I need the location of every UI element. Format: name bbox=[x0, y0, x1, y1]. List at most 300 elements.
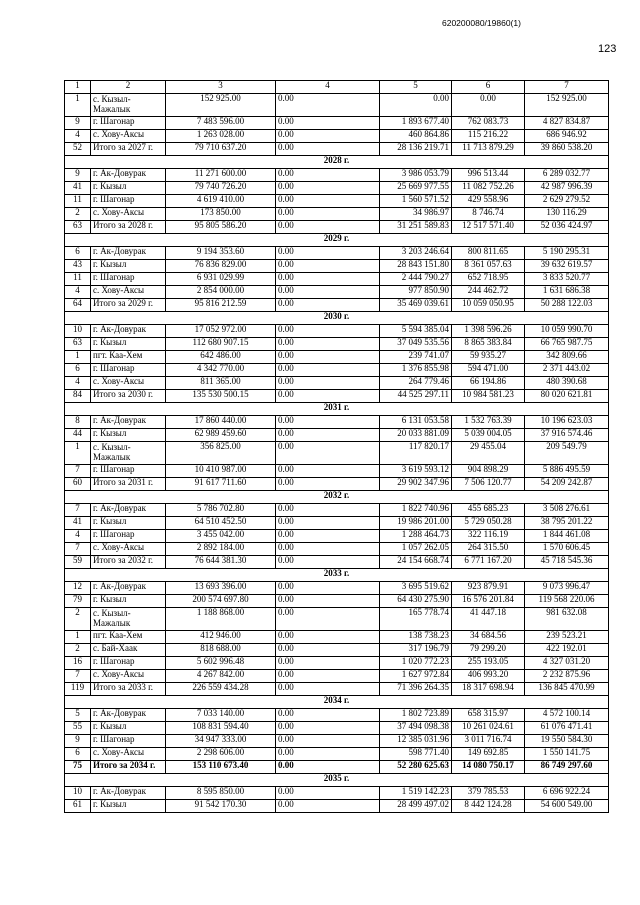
total-row bbox=[65, 390, 609, 403]
row-count-cell: 16 bbox=[65, 657, 91, 670]
local-funds-cell: 322 116.19 bbox=[452, 530, 525, 543]
municipality-cell: пгт. Каа-Хем bbox=[91, 351, 166, 364]
municipality-cell: г. Кызыл bbox=[91, 338, 166, 351]
other-funds-cell: 42 987 996.39 bbox=[525, 182, 609, 195]
federal-funds-cell: 0.00 bbox=[276, 465, 380, 478]
other-funds-cell: 6 696 922.24 bbox=[525, 787, 609, 800]
year-label: 2035 г. bbox=[65, 774, 609, 787]
municipality-cell: г. Шагонар bbox=[91, 530, 166, 543]
other-funds-cell: 54 209 242.87 bbox=[525, 478, 609, 491]
regional-funds-cell: 34 986.97 bbox=[380, 208, 452, 221]
regional-funds-cell: 1 020 772.23 bbox=[380, 657, 452, 670]
table-row bbox=[65, 595, 609, 608]
total-cost-cell: 7 033 140.00 bbox=[166, 709, 276, 722]
federal-funds-cell: 0.00 bbox=[276, 709, 380, 722]
municipality-cell: г. Кызыл bbox=[91, 182, 166, 195]
local-funds-cell: 11 713 879.29 bbox=[452, 143, 525, 156]
regional-funds-cell: 28 843 151.80 bbox=[380, 260, 452, 273]
municipality-cell: г. Кызыл bbox=[91, 517, 166, 530]
other-funds-cell: 45 718 545.36 bbox=[525, 556, 609, 569]
total-cost-cell: 818 688.00 bbox=[166, 644, 276, 657]
column-number-4: 4 bbox=[276, 81, 380, 94]
row-count-cell: 63 bbox=[65, 338, 91, 351]
regional-funds-cell: 117 820.17 bbox=[380, 442, 452, 465]
local-funds-cell: 255 193.05 bbox=[452, 657, 525, 670]
other-funds-cell: 152 925.00 bbox=[525, 94, 609, 117]
federal-funds-cell: 0.00 bbox=[276, 748, 380, 761]
local-funds-cell: 41 447.18 bbox=[452, 608, 525, 631]
year-header-row bbox=[65, 403, 609, 416]
row-count-cell: 63 bbox=[65, 221, 91, 234]
federal-funds-cell: 0.00 bbox=[276, 670, 380, 683]
federal-funds-cell: 0.00 bbox=[276, 169, 380, 182]
other-funds-cell: 342 809.66 bbox=[525, 351, 609, 364]
federal-funds-cell: 0.00 bbox=[276, 530, 380, 543]
total-cost-cell: 2 854 000.00 bbox=[166, 286, 276, 299]
row-count-cell: 10 bbox=[65, 325, 91, 338]
row-count-cell: 4 bbox=[65, 377, 91, 390]
total-row bbox=[65, 143, 609, 156]
municipality-cell: с. Кызыл-Мажалык bbox=[91, 442, 166, 465]
federal-funds-cell: 0.00 bbox=[276, 429, 380, 442]
year-label: 2033 г. bbox=[65, 569, 609, 582]
table-row bbox=[65, 182, 609, 195]
table-row bbox=[65, 429, 609, 442]
total-cost-cell: 2 892 184.00 bbox=[166, 543, 276, 556]
federal-funds-cell: 0.00 bbox=[276, 286, 380, 299]
column-number-3: 3 bbox=[166, 81, 276, 94]
federal-funds-cell: 0.00 bbox=[276, 478, 380, 491]
table-row bbox=[65, 644, 609, 657]
municipality-cell: г. Шагонар bbox=[91, 273, 166, 286]
regional-funds-cell: 3 203 246.64 bbox=[380, 247, 452, 260]
row-count-cell: 9 bbox=[65, 117, 91, 130]
row-count-cell: 4 bbox=[65, 286, 91, 299]
municipality-cell: г. Кызыл bbox=[91, 595, 166, 608]
regional-funds-cell: 0.00 bbox=[380, 94, 452, 117]
federal-funds-cell: 0.00 bbox=[276, 556, 380, 569]
total-cost-cell: 79 740 726.20 bbox=[166, 182, 276, 195]
federal-funds-cell: 0.00 bbox=[276, 143, 380, 156]
municipality-cell: пгт. Каа-Хем bbox=[91, 631, 166, 644]
local-funds-cell: 29 455.04 bbox=[452, 442, 525, 465]
federal-funds-cell: 0.00 bbox=[276, 338, 380, 351]
total-cost-cell: 11 271 600.00 bbox=[166, 169, 276, 182]
local-funds-cell: 762 083.73 bbox=[452, 117, 525, 130]
federal-funds-cell: 0.00 bbox=[276, 761, 380, 774]
regional-funds-cell: 52 280 625.63 bbox=[380, 761, 452, 774]
total-cost-cell: 62 989 459.60 bbox=[166, 429, 276, 442]
table-row bbox=[65, 748, 609, 761]
row-count-cell: 119 bbox=[65, 683, 91, 696]
row-count-cell: 4 bbox=[65, 530, 91, 543]
other-funds-cell: 1 550 141.75 bbox=[525, 748, 609, 761]
municipality-cell: с. Хову-Аксы bbox=[91, 286, 166, 299]
other-funds-cell: 4 572 100.14 bbox=[525, 709, 609, 722]
regional-funds-cell: 3 619 593.12 bbox=[380, 465, 452, 478]
year-label: 2030 г. bbox=[65, 312, 609, 325]
federal-funds-cell: 0.00 bbox=[276, 94, 380, 117]
regional-funds-cell: 1 802 723.89 bbox=[380, 709, 452, 722]
total-row bbox=[65, 761, 609, 774]
page-number: 123 bbox=[598, 43, 617, 55]
other-funds-cell: 66 765 987.75 bbox=[525, 338, 609, 351]
other-funds-cell: 9 073 996.47 bbox=[525, 582, 609, 595]
local-funds-cell: 59 935.27 bbox=[452, 351, 525, 364]
local-funds-cell: 264 315.50 bbox=[452, 543, 525, 556]
other-funds-cell: 61 076 471.41 bbox=[525, 722, 609, 735]
year-header-row bbox=[65, 491, 609, 504]
column-number-2: 2 bbox=[91, 81, 166, 94]
municipality-cell: г. Шагонар bbox=[91, 117, 166, 130]
municipality-cell: г. Шагонар bbox=[91, 195, 166, 208]
other-funds-cell: 1 844 461.08 bbox=[525, 530, 609, 543]
table-row bbox=[65, 608, 609, 631]
municipality-cell: г. Ак-Довурак bbox=[91, 416, 166, 429]
total-cost-cell: 1 263 028.00 bbox=[166, 130, 276, 143]
table-row bbox=[65, 364, 609, 377]
table-row bbox=[65, 582, 609, 595]
total-cost-cell: 4 619 410.00 bbox=[166, 195, 276, 208]
row-count-cell: 8 bbox=[65, 416, 91, 429]
row-count-cell: 79 bbox=[65, 595, 91, 608]
total-cost-cell: 108 831 594.40 bbox=[166, 722, 276, 735]
local-funds-cell: 996 513.44 bbox=[452, 169, 525, 182]
column-number-5: 5 bbox=[380, 81, 452, 94]
row-count-cell: 43 bbox=[65, 260, 91, 273]
municipality-cell: г. Ак-Довурак bbox=[91, 787, 166, 800]
municipality-cell: г. Шагонар bbox=[91, 657, 166, 670]
local-funds-cell: 652 718.95 bbox=[452, 273, 525, 286]
table-row bbox=[65, 130, 609, 143]
total-cost-cell: 1 188 868.00 bbox=[166, 608, 276, 631]
municipality-cell: г. Кызыл bbox=[91, 429, 166, 442]
federal-funds-cell: 0.00 bbox=[276, 182, 380, 195]
regional-funds-cell: 12 385 031.96 bbox=[380, 735, 452, 748]
total-cost-cell: 5 602 996.48 bbox=[166, 657, 276, 670]
federal-funds-cell: 0.00 bbox=[276, 299, 380, 312]
other-funds-cell: 4 327 031.20 bbox=[525, 657, 609, 670]
federal-funds-cell: 0.00 bbox=[276, 351, 380, 364]
total-cost-cell: 642 486.00 bbox=[166, 351, 276, 364]
local-funds-cell: 923 879.91 bbox=[452, 582, 525, 595]
local-funds-cell: 8 442 124.28 bbox=[452, 800, 525, 813]
year-label: 2032 г. bbox=[65, 491, 609, 504]
local-funds-cell: 10 984 581.23 bbox=[452, 390, 525, 403]
table-row bbox=[65, 735, 609, 748]
municipality-cell: с. Бай-Хаак bbox=[91, 644, 166, 657]
regional-funds-cell: 35 469 039.61 bbox=[380, 299, 452, 312]
local-funds-cell: 8 361 057.63 bbox=[452, 260, 525, 273]
year-header-row bbox=[65, 234, 609, 247]
federal-funds-cell: 0.00 bbox=[276, 608, 380, 631]
year-header-row bbox=[65, 696, 609, 709]
other-funds-cell: 38 795 201.22 bbox=[525, 517, 609, 530]
total-cost-cell: 4 267 842.00 bbox=[166, 670, 276, 683]
row-count-cell: 4 bbox=[65, 130, 91, 143]
other-funds-cell: 50 288 122.03 bbox=[525, 299, 609, 312]
regional-funds-cell: 239 741.07 bbox=[380, 351, 452, 364]
row-count-cell: 9 bbox=[65, 169, 91, 182]
regional-funds-cell: 31 251 589.83 bbox=[380, 221, 452, 234]
regional-funds-cell: 3 986 053.79 bbox=[380, 169, 452, 182]
total-cost-cell: 79 710 637.20 bbox=[166, 143, 276, 156]
municipality-cell: с. Кызыл-Мажалык bbox=[91, 94, 166, 117]
other-funds-cell: 239 523.21 bbox=[525, 631, 609, 644]
other-funds-cell: 2 371 443.02 bbox=[525, 364, 609, 377]
total-row bbox=[65, 221, 609, 234]
municipality-cell: г. Кызыл bbox=[91, 260, 166, 273]
regional-funds-cell: 1 519 142.23 bbox=[380, 787, 452, 800]
table-row bbox=[65, 800, 609, 813]
total-cost-cell: 64 510 452.50 bbox=[166, 517, 276, 530]
federal-funds-cell: 0.00 bbox=[276, 260, 380, 273]
regional-funds-cell: 2 444 790.27 bbox=[380, 273, 452, 286]
local-funds-cell: 5 039 004.05 bbox=[452, 429, 525, 442]
municipality-cell: Итого за 2031 г. bbox=[91, 478, 166, 491]
column-number-7: 7 bbox=[525, 81, 609, 94]
municipality-cell: Итого за 2027 г. bbox=[91, 143, 166, 156]
municipality-cell: г. Ак-Довурак bbox=[91, 247, 166, 260]
other-funds-cell: 480 390.68 bbox=[525, 377, 609, 390]
local-funds-cell: 379 785.53 bbox=[452, 787, 525, 800]
year-label: 2031 г. bbox=[65, 403, 609, 416]
federal-funds-cell: 0.00 bbox=[276, 800, 380, 813]
municipality-cell: г. Ак-Довурак bbox=[91, 325, 166, 338]
federal-funds-cell: 0.00 bbox=[276, 208, 380, 221]
local-funds-cell: 3 011 716.74 bbox=[452, 735, 525, 748]
municipality-cell: Итого за 2029 г. bbox=[91, 299, 166, 312]
other-funds-cell: 19 550 584.30 bbox=[525, 735, 609, 748]
local-funds-cell: 800 811.65 bbox=[452, 247, 525, 260]
local-funds-cell: 904 898.29 bbox=[452, 465, 525, 478]
regional-funds-cell: 37 494 098.38 bbox=[380, 722, 452, 735]
municipality-cell: г. Ак-Довурак bbox=[91, 709, 166, 722]
regional-funds-cell: 1 822 740.96 bbox=[380, 504, 452, 517]
federal-funds-cell: 0.00 bbox=[276, 273, 380, 286]
other-funds-cell: 3 833 520.77 bbox=[525, 273, 609, 286]
total-cost-cell: 3 455 042.00 bbox=[166, 530, 276, 543]
regional-funds-cell: 25 669 977.55 bbox=[380, 182, 452, 195]
local-funds-cell: 10 059 050.95 bbox=[452, 299, 525, 312]
row-count-cell: 7 bbox=[65, 543, 91, 556]
total-cost-cell: 153 110 673.40 bbox=[166, 761, 276, 774]
total-cost-cell: 95 816 212.59 bbox=[166, 299, 276, 312]
local-funds-cell: 149 692.85 bbox=[452, 748, 525, 761]
municipality-cell: Итого за 2030 г. bbox=[91, 390, 166, 403]
federal-funds-cell: 0.00 bbox=[276, 644, 380, 657]
regional-funds-cell: 37 049 535.56 bbox=[380, 338, 452, 351]
regional-funds-cell: 977 850.90 bbox=[380, 286, 452, 299]
municipality-cell: с. Хову-Аксы bbox=[91, 377, 166, 390]
municipality-cell: г. Кызыл bbox=[91, 722, 166, 735]
local-funds-cell: 5 729 050.28 bbox=[452, 517, 525, 530]
table-row bbox=[65, 670, 609, 683]
local-funds-cell: 406 993.20 bbox=[452, 670, 525, 683]
table-row bbox=[65, 416, 609, 429]
column-number-header-row bbox=[65, 81, 609, 94]
column-number-1: 1 bbox=[65, 81, 91, 94]
year-header-row bbox=[65, 774, 609, 787]
row-count-cell: 6 bbox=[65, 364, 91, 377]
municipality-cell: г. Шагонар bbox=[91, 465, 166, 478]
regional-funds-cell: 317 196.79 bbox=[380, 644, 452, 657]
total-cost-cell: 173 850.00 bbox=[166, 208, 276, 221]
total-cost-cell: 4 342 770.00 bbox=[166, 364, 276, 377]
table-row bbox=[65, 504, 609, 517]
table-row bbox=[65, 195, 609, 208]
federal-funds-cell: 0.00 bbox=[276, 735, 380, 748]
federal-funds-cell: 0.00 bbox=[276, 416, 380, 429]
municipality-cell: с. Хову-Аксы bbox=[91, 130, 166, 143]
table-row bbox=[65, 543, 609, 556]
municipality-cell: Итого за 2033 г. bbox=[91, 683, 166, 696]
row-count-cell: 1 bbox=[65, 442, 91, 465]
row-count-cell: 1 bbox=[65, 351, 91, 364]
table-body bbox=[65, 94, 609, 813]
local-funds-cell: 244 462.72 bbox=[452, 286, 525, 299]
row-count-cell: 1 bbox=[65, 631, 91, 644]
row-count-cell: 11 bbox=[65, 195, 91, 208]
table-row bbox=[65, 442, 609, 465]
other-funds-cell: 39 860 538.20 bbox=[525, 143, 609, 156]
row-count-cell: 2 bbox=[65, 208, 91, 221]
year-label: 2034 г. bbox=[65, 696, 609, 709]
row-count-cell: 5 bbox=[65, 709, 91, 722]
row-count-cell: 2 bbox=[65, 644, 91, 657]
other-funds-cell: 209 549.79 bbox=[525, 442, 609, 465]
regional-funds-cell: 28 136 219.71 bbox=[380, 143, 452, 156]
regional-funds-cell: 138 738.23 bbox=[380, 631, 452, 644]
table-row bbox=[65, 169, 609, 182]
municipality-cell: г. Ак-Довурак bbox=[91, 504, 166, 517]
local-funds-cell: 14 080 750.17 bbox=[452, 761, 525, 774]
total-cost-cell: 76 644 381.30 bbox=[166, 556, 276, 569]
federal-funds-cell: 0.00 bbox=[276, 221, 380, 234]
other-funds-cell: 39 632 619.57 bbox=[525, 260, 609, 273]
table-row bbox=[65, 631, 609, 644]
total-cost-cell: 226 559 434.28 bbox=[166, 683, 276, 696]
regional-funds-cell: 5 594 385.04 bbox=[380, 325, 452, 338]
local-funds-cell: 429 558.96 bbox=[452, 195, 525, 208]
municipality-cell: г. Ак-Довурак bbox=[91, 582, 166, 595]
federal-funds-cell: 0.00 bbox=[276, 517, 380, 530]
other-funds-cell: 10 196 623.03 bbox=[525, 416, 609, 429]
federal-funds-cell: 0.00 bbox=[276, 787, 380, 800]
row-count-cell: 55 bbox=[65, 722, 91, 735]
row-count-cell: 12 bbox=[65, 582, 91, 595]
table-row bbox=[65, 722, 609, 735]
regional-funds-cell: 29 902 347.96 bbox=[380, 478, 452, 491]
total-cost-cell: 7 483 596.00 bbox=[166, 117, 276, 130]
row-count-cell: 7 bbox=[65, 465, 91, 478]
regional-funds-cell: 1 057 262.05 bbox=[380, 543, 452, 556]
regional-funds-cell: 28 499 497.02 bbox=[380, 800, 452, 813]
row-count-cell: 2 bbox=[65, 608, 91, 631]
total-row bbox=[65, 683, 609, 696]
other-funds-cell: 422 192.01 bbox=[525, 644, 609, 657]
row-count-cell: 60 bbox=[65, 478, 91, 491]
federal-funds-cell: 0.00 bbox=[276, 195, 380, 208]
local-funds-cell: 8 746.74 bbox=[452, 208, 525, 221]
regional-funds-cell: 1 376 855.98 bbox=[380, 364, 452, 377]
regional-funds-cell: 1 288 464.73 bbox=[380, 530, 452, 543]
total-cost-cell: 76 836 829.00 bbox=[166, 260, 276, 273]
federal-funds-cell: 0.00 bbox=[276, 325, 380, 338]
federal-funds-cell: 0.00 bbox=[276, 130, 380, 143]
local-funds-cell: 1 532 763.39 bbox=[452, 416, 525, 429]
other-funds-cell: 1 570 606.45 bbox=[525, 543, 609, 556]
total-cost-cell: 9 194 353.60 bbox=[166, 247, 276, 260]
total-cost-cell: 200 574 697.80 bbox=[166, 595, 276, 608]
municipality-cell: г. Шагонар bbox=[91, 735, 166, 748]
federal-funds-cell: 0.00 bbox=[276, 377, 380, 390]
municipality-cell: с. Хову-Аксы bbox=[91, 670, 166, 683]
federal-funds-cell: 0.00 bbox=[276, 683, 380, 696]
total-row bbox=[65, 478, 609, 491]
table-row bbox=[65, 286, 609, 299]
row-count-cell: 52 bbox=[65, 143, 91, 156]
federal-funds-cell: 0.00 bbox=[276, 631, 380, 644]
municipality-cell: с. Хову-Аксы bbox=[91, 208, 166, 221]
other-funds-cell: 686 946.92 bbox=[525, 130, 609, 143]
regional-funds-cell: 3 695 519.62 bbox=[380, 582, 452, 595]
total-cost-cell: 17 860 440.00 bbox=[166, 416, 276, 429]
local-funds-cell: 594 471.00 bbox=[452, 364, 525, 377]
total-cost-cell: 152 925.00 bbox=[166, 94, 276, 117]
regional-funds-cell: 1 627 972.84 bbox=[380, 670, 452, 683]
federal-funds-cell: 0.00 bbox=[276, 504, 380, 517]
municipality-cell: с. Хову-Аксы bbox=[91, 748, 166, 761]
table-row bbox=[65, 530, 609, 543]
row-count-cell: 41 bbox=[65, 182, 91, 195]
other-funds-cell: 4 827 834.87 bbox=[525, 117, 609, 130]
year-label: 2029 г. bbox=[65, 234, 609, 247]
local-funds-cell: 7 506 120.77 bbox=[452, 478, 525, 491]
federal-funds-cell: 0.00 bbox=[276, 582, 380, 595]
table-row bbox=[65, 117, 609, 130]
total-cost-cell: 91 542 170.30 bbox=[166, 800, 276, 813]
table-row bbox=[65, 208, 609, 221]
local-funds-cell: 11 082 752.26 bbox=[452, 182, 525, 195]
municipality-cell: г. Ак-Довурак bbox=[91, 169, 166, 182]
municipality-cell: г. Кызыл bbox=[91, 800, 166, 813]
table-row bbox=[65, 351, 609, 364]
other-funds-cell: 3 508 276.61 bbox=[525, 504, 609, 517]
total-cost-cell: 17 052 972.00 bbox=[166, 325, 276, 338]
total-cost-cell: 13 693 396.00 bbox=[166, 582, 276, 595]
table-row bbox=[65, 709, 609, 722]
year-header-row bbox=[65, 312, 609, 325]
table-row bbox=[65, 338, 609, 351]
total-row bbox=[65, 299, 609, 312]
table-row bbox=[65, 260, 609, 273]
total-cost-cell: 2 298 606.00 bbox=[166, 748, 276, 761]
federal-funds-cell: 0.00 bbox=[276, 390, 380, 403]
regional-funds-cell: 264 779.46 bbox=[380, 377, 452, 390]
row-count-cell: 41 bbox=[65, 517, 91, 530]
table-row bbox=[65, 94, 609, 117]
row-count-cell: 59 bbox=[65, 556, 91, 569]
local-funds-cell: 12 517 571.40 bbox=[452, 221, 525, 234]
table-row bbox=[65, 657, 609, 670]
local-funds-cell: 0.00 bbox=[452, 94, 525, 117]
table-row bbox=[65, 273, 609, 286]
regional-funds-cell: 24 154 668.74 bbox=[380, 556, 452, 569]
regional-funds-cell: 64 430 275.90 bbox=[380, 595, 452, 608]
total-row bbox=[65, 556, 609, 569]
row-count-cell: 6 bbox=[65, 247, 91, 260]
